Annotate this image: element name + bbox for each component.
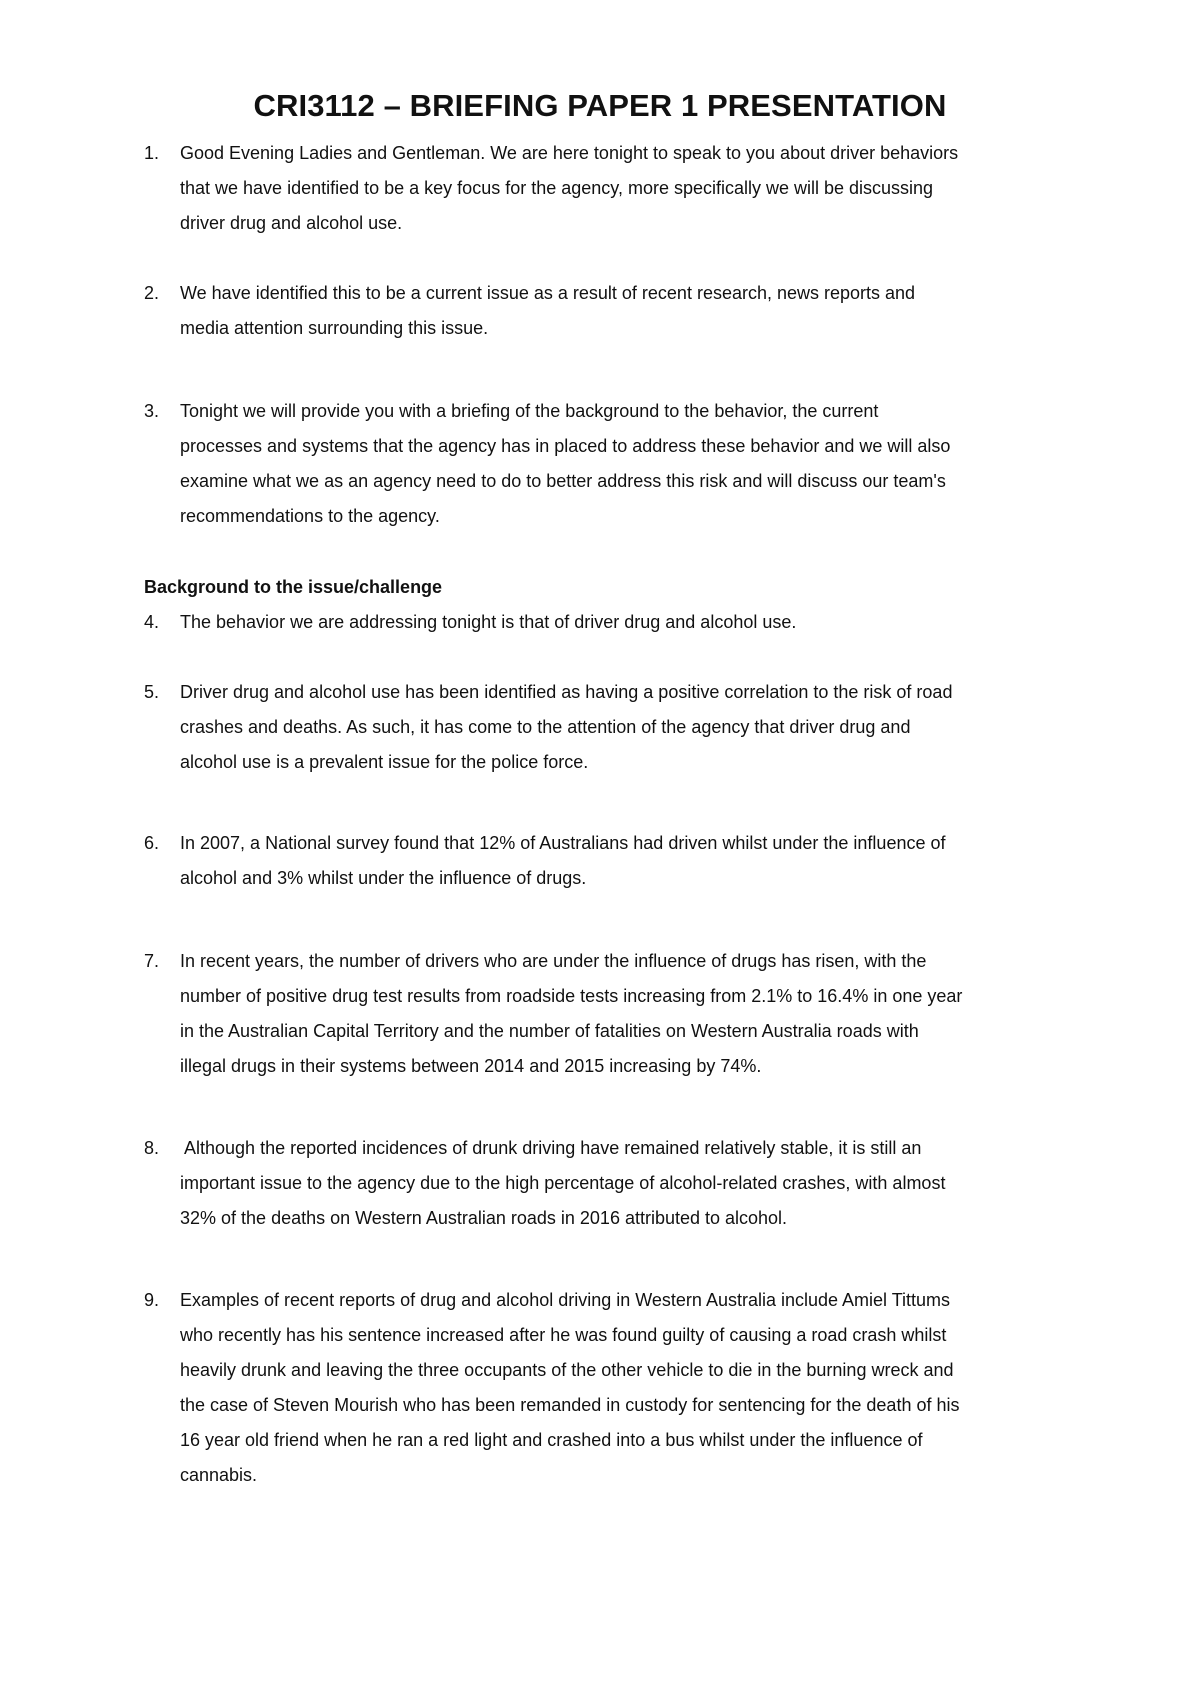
- text-line: recommendations to the agency.: [180, 506, 440, 526]
- document-title: CRI3112 – BRIEFING PAPER 1 PRESENTATION: [253, 88, 947, 123]
- text-line: examine what we as an agency need to do to better address this risk and will discuss our team's: [180, 471, 946, 491]
- text-line: 32% of the deaths on Western Australian roads in 2016 attributed to alcohol.: [180, 1208, 788, 1228]
- text-line: crashes and deaths. As such, it has come to the attention of the agency that driver drug and: [180, 717, 911, 737]
- list-item-number: 4.: [144, 612, 160, 632]
- text-line: alcohol use is a prevalent issue for the police force.: [180, 752, 589, 772]
- list-item-number: 6.: [144, 833, 160, 853]
- list-item-text: [180, 826, 1080, 896]
- text-line: that we have identified to be a key focus for the agency, more specifically we will be discussing: [180, 178, 934, 198]
- text-line: processes and systems that the agency has in placed to address these behavior and we will also: [180, 436, 951, 456]
- text-line: Good Evening Ladies and Gentleman. We are here tonight to speak to you about driver behaviors: [180, 143, 959, 163]
- list-item-number: 1.: [144, 143, 160, 163]
- text-line: illegal drugs in their systems between 2014 and 2015 increasing by 74%.: [180, 1056, 762, 1076]
- section-heading: Background to the issue/challenge: [144, 577, 443, 597]
- text-line: media attention surrounding this issue.: [180, 318, 489, 338]
- list-item-text: [180, 675, 1080, 780]
- text-line: driver drug and alcohol use.: [180, 213, 403, 233]
- text-line: important issue to the agency due to the high percentage of alcohol-related crashes, with almost: [180, 1173, 946, 1193]
- text-line: who recently has his sentence increased after he was found guilty of causing a road crash whilst: [180, 1325, 947, 1345]
- text-line: In recent years, the number of drivers who are under the influence of drugs has risen, with the: [180, 951, 927, 971]
- list-item-number: 7.: [144, 951, 160, 971]
- list-item-text: [180, 944, 1080, 1084]
- list-item-number: 2.: [144, 283, 160, 303]
- text-line: heavily drunk and leaving the three occupants of the other vehicle to die in the burning wreck and: [180, 1360, 954, 1380]
- list-item-number: 5.: [144, 682, 160, 702]
- text-line: alcohol and 3% whilst under the influence of drugs.: [180, 868, 587, 888]
- list-item-number: 8.: [144, 1138, 160, 1158]
- text-line: The behavior we are addressing tonight is that of driver drug and alcohol use.: [180, 612, 797, 632]
- list-item-text: [180, 605, 1080, 640]
- text-line: Driver drug and alcohol use has been identified as having a positive correlation to the risk of road: [180, 682, 953, 702]
- list-item-number: 3.: [144, 401, 160, 421]
- text-line: 16 year old friend when he ran a red light and crashed into a bus whilst under the influence of: [180, 1430, 923, 1450]
- text-line: cannabis.: [180, 1465, 258, 1485]
- text-line: the case of Steven Mourish who has been remanded in custody for sentencing for the death of his: [180, 1395, 960, 1415]
- text-line: Although the reported incidences of drunk driving have remained relatively stable, it is still an: [180, 1138, 922, 1158]
- list-item-text: [180, 136, 1080, 241]
- list-item-text: [180, 1131, 1080, 1236]
- text-line: Examples of recent reports of drug and alcohol driving in Western Australia include Amiel Tittums: [180, 1290, 951, 1310]
- text-line: In 2007, a National survey found that 12% of Australians had driven whilst under the influence of: [180, 833, 946, 853]
- list-item-text: [180, 394, 1080, 534]
- text-line: in the Australian Capital Territory and the number of fatalities on Western Australia roads with: [180, 1021, 919, 1041]
- list-item-text: [180, 276, 1080, 346]
- text-line: number of positive drug test results from roadside tests increasing from 2.1% to 16.4% in one year: [180, 986, 963, 1006]
- text-line: Tonight we will provide you with a briefing of the background to the behavior, the current: [180, 401, 879, 421]
- list-item-text: [180, 1283, 1080, 1493]
- text-line: We have identified this to be a current issue as a result of recent research, news reports and: [180, 283, 916, 303]
- list-item-number: 9.: [144, 1290, 160, 1310]
